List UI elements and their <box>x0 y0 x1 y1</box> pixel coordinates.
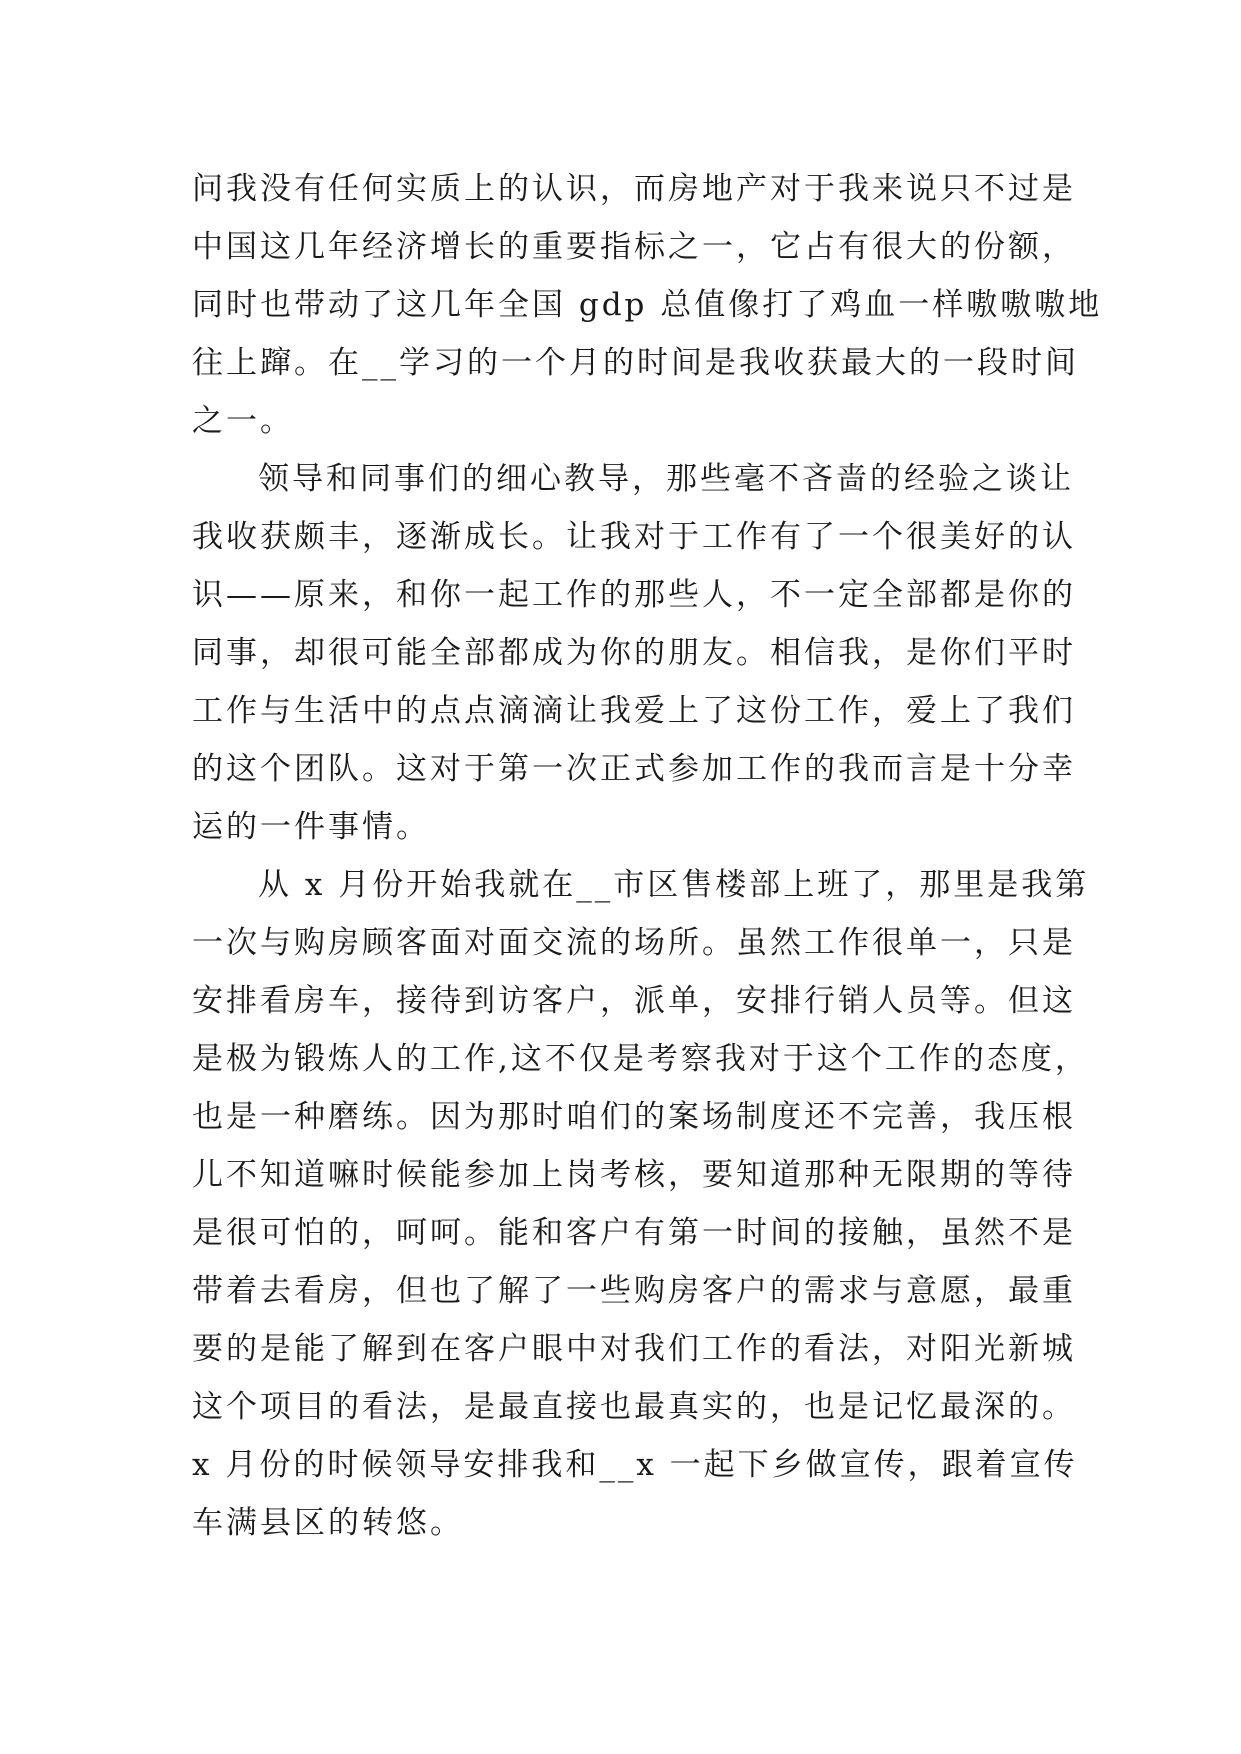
paragraph-2-line-2: 我收获颇丰，逐渐成长。让我对于工作有了一个很美好的认 <box>192 519 1076 555</box>
paragraph-3-line-3: 安排看房车，接待到访客户，派单，安排行销人员等。但这 <box>192 983 1076 1019</box>
paragraph-3-line-6: 儿不知道嘛时候能参加上岗考核，要知道那种无限期的等待 <box>192 1157 1076 1193</box>
paragraph-2-line-5: 工作与生活中的点点滴滴让我爱上了这份工作，爱上了我们 <box>192 693 1076 729</box>
paragraph-2-line-6: 的这个团队。这对于第一次正式参加工作的我而言是十分幸 <box>192 751 1076 787</box>
paragraph-3-line-10: 这个项目的看法，是最直接也最真实的，也是记忆最深的。 <box>192 1389 1076 1425</box>
paragraph-3-line-9: 要的是能了解到在客户眼中对我们工作的看法，对阳光新城 <box>192 1331 1076 1367</box>
paragraph-3-line-2: 一次与购房顾客面对面交流的场所。虽然工作很单一，只是 <box>192 925 1076 961</box>
paragraph-3-line-4: 是极为锻炼人的工作,这不仅是考察我对于这个工作的态度， <box>192 1041 1089 1077</box>
paragraph-2-line-7: 运的一件事情。 <box>192 809 430 845</box>
paragraph-3-line-8: 带着去看房，但也了解了一些购房客户的需求与意愿，最重 <box>192 1273 1076 1309</box>
paragraph-2-line-4: 同事，却很可能全部都成为你的朋友。相信我，是你们平时 <box>192 635 1076 671</box>
paragraph-1-line-4: 往上蹿。在__学习的一个月的时间是我收获最大的一段时间 <box>192 345 1079 381</box>
paragraph-2-line-1: 领导和同事们的细心教导，那些毫不吝啬的经验之谈让 <box>258 461 1074 497</box>
paragraph-3-line-7: 是很可怕的，呵呵。能和客户有第一时间的接触，虽然不是 <box>192 1215 1076 1251</box>
paragraph-3-line-11: x 月份的时候领导安排我和__x 一起下乡做宣传，跟着宣传 <box>192 1447 1078 1483</box>
paragraph-1-line-3: 同时也带动了这几年全国 gdp 总值像打了鸡血一样嗷嗷嗷地 <box>192 287 1103 323</box>
paragraph-3-line-5: 也是一种磨练。因为那时咱们的案场制度还不完善，我压根 <box>192 1099 1076 1135</box>
paragraph-1-line-1: 问我没有任何实质上的认识，而房地产对于我来说只不过是 <box>192 171 1076 207</box>
paragraph-1-line-5: 之一。 <box>192 403 294 439</box>
paragraph-1-line-2: 中国这几年经济增长的重要指标之一，它占有很大的份额， <box>192 229 1076 265</box>
paragraph-2-line-3: 识——原来，和你一起工作的那些人，不一定全部都是你的 <box>192 577 1076 613</box>
paragraph-3-line-1: 从 x 月份开始我就在__市区售楼部上班了，那里是我第 <box>258 867 1090 903</box>
document-body <box>192 160 1103 1552</box>
paragraph-3-line-12: 车满县区的转悠。 <box>192 1505 464 1541</box>
